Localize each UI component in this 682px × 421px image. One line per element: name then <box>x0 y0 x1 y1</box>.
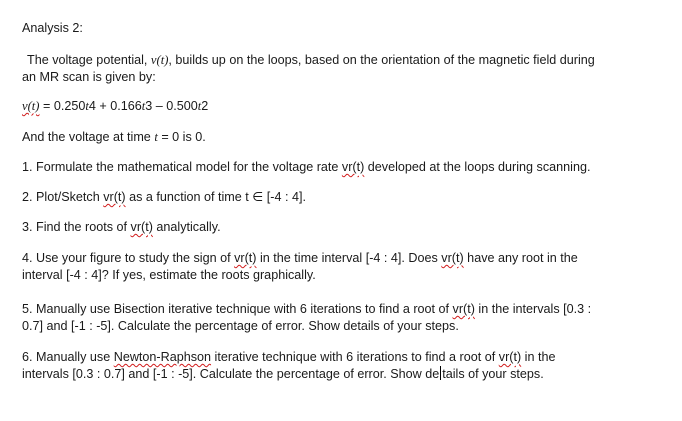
question-5 <box>22 301 652 335</box>
q4-vr: vr(t) <box>234 251 257 265</box>
q4-line2: interval [-4 : 4]? If yes, estimate the roots graphically. <box>22 268 316 282</box>
section-heading: Analysis 2: <box>22 21 83 35</box>
q6-line2b: tails of your steps. <box>442 367 544 381</box>
question-1 <box>22 159 652 176</box>
q1-post: developed at the loops during scanning. <box>364 160 591 174</box>
question-3 <box>22 219 652 236</box>
q4-mid: in the time interval [-4 : 4]. Does <box>256 251 442 265</box>
voltage-symbol: v(t) <box>150 53 169 67</box>
q6-pre: 6. Manually use <box>22 350 114 364</box>
equation <box>22 98 652 115</box>
q6-vr: vr(t) <box>498 350 522 364</box>
equation-part: 4 + 0.166 <box>88 99 142 113</box>
equation-part: 3 – 0.500 <box>145 99 198 113</box>
question-6 <box>22 349 652 383</box>
q1-vr: vr(t) <box>341 160 365 174</box>
ic-post: = 0 is 0. <box>157 130 206 144</box>
equation-part: = 0.250 <box>39 99 86 113</box>
equation-var: t <box>197 99 202 113</box>
intro-line1-rest: , builds up on the loops, based on the orientation of the magnetic field during <box>168 53 595 67</box>
q3-vr: vr(t) <box>130 220 153 234</box>
initial-condition <box>22 129 652 146</box>
q3-pre: 3. Find the roots of <box>22 220 131 234</box>
equation-lhs: v(t) <box>22 99 40 113</box>
ic-var: t <box>154 130 158 144</box>
q4-post: have any root in the <box>463 251 578 265</box>
equation-var: t <box>141 99 146 113</box>
intro-paragraph <box>22 52 657 86</box>
q6-line2a: intervals [0.3 : 0.7] and [-1 : -5]. Calculate the percentage of error. Show de <box>22 367 440 381</box>
q6-mid: iterative technique with 6 iterations to find a root of <box>211 350 499 364</box>
q5-post: in the intervals [0.3 : <box>474 302 592 316</box>
q2-pre: 2. Plot/Sketch <box>22 190 104 204</box>
intro-line2: an MR scan is given by: <box>22 70 156 84</box>
equation-part: 2 <box>201 99 209 113</box>
q5-pre: 5. Manually use Bisection iterative technique with 6 iterations to find a root of <box>22 302 453 316</box>
q6-post: in the <box>521 350 556 364</box>
intro-line1-start: The voltage potential, <box>27 53 151 67</box>
ic-pre: And the voltage at time <box>22 130 155 144</box>
q5-vr: vr(t) <box>452 302 475 316</box>
q2-post: as a function of time t ∈ [-4 : 4]. <box>125 190 306 204</box>
q2-vr: vr(t) <box>103 190 126 204</box>
q4-vr2: vr(t) <box>441 251 464 265</box>
question-4 <box>22 250 652 284</box>
q1-pre: 1. Formulate the mathematical model for the voltage rate <box>22 160 342 174</box>
q6-method: Newton-Raphson <box>113 350 212 364</box>
q3-post: analytically. <box>152 220 221 234</box>
q5-line2: 0.7] and [-1 : -5]. Calculate the percentage of error. Show details of your steps. <box>22 319 459 333</box>
q4-pre: 4. Use your figure to study the sign of <box>22 251 235 265</box>
question-2 <box>22 189 652 206</box>
equation-var: t <box>85 99 89 113</box>
